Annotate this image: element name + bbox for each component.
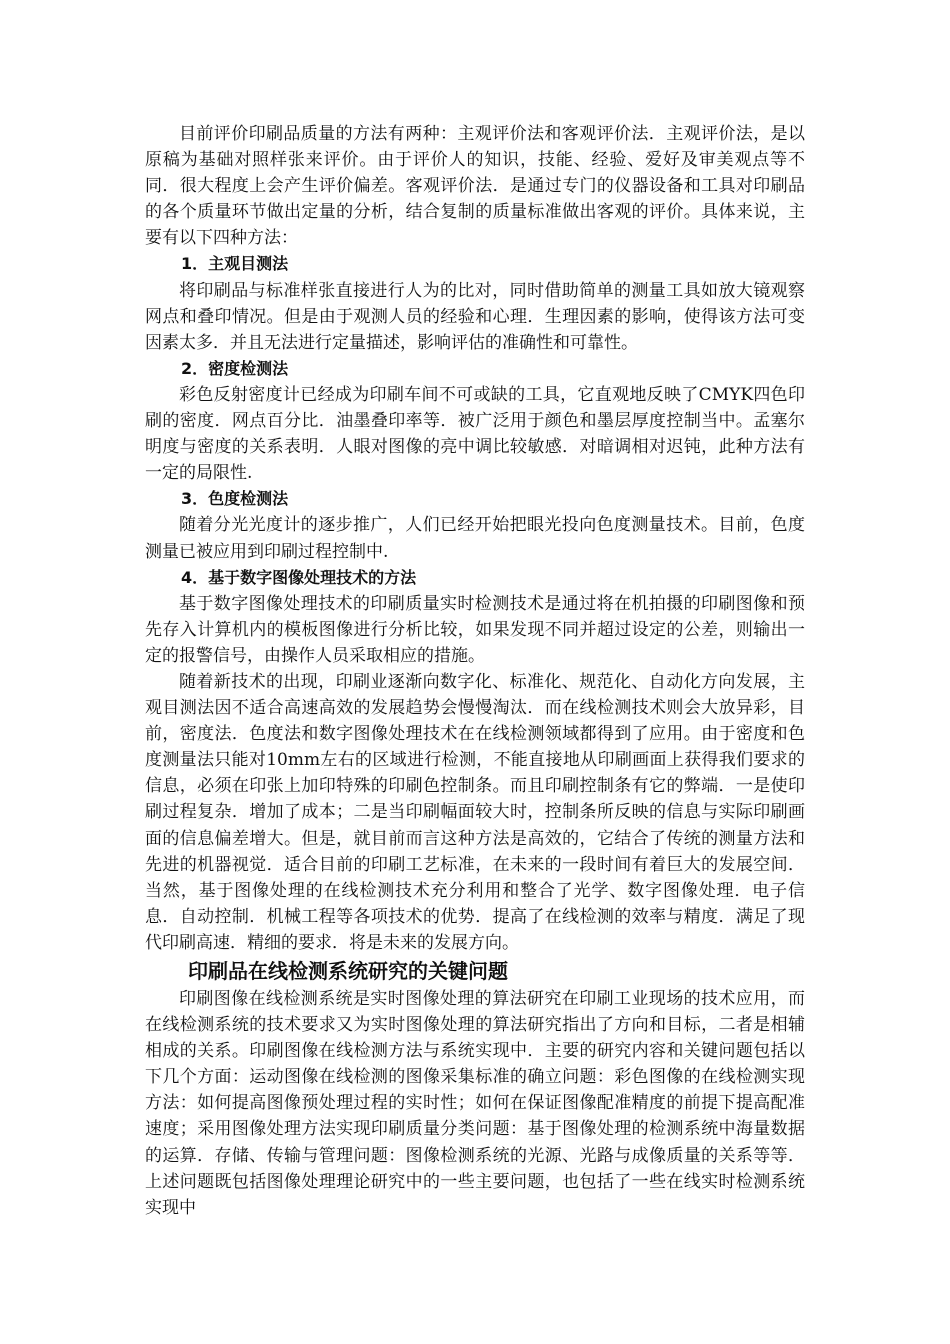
method-4-paragraph: 基于数字图像处理技术的印刷质量实时检测技术是通过将在机拍摄的印刷图像和预先存入计算机内的模板图像进行分析比较，如果发现不同并超过设定的公差，则输出一定的报警信号，由操作人员采取相应的措施。	[145, 593, 805, 666]
method-1-paragraph: 将印刷品与标准样张直接进行人为的比对，同时借助简单的测量工具如放大镜观察网点和叠印情况。但是由于观测人员的经验和心理．生理因素的影响，使得该方法可变因素太多．并且无法进行定量描述，影响评估的准确性和可靠性。	[145, 280, 805, 353]
section-paragraph: 印刷图像在线检测系统是实时图像处理的算法研究在印刷工业现场的技术应用，而在线检测系统的技术要求又为实时图像处理的算法研究指出了方向和目标，二者是相辅相成的关系。印刷图像在线检测方法与系统实现中．主要的研究内容和关键问题包括以下几个方面：运动图像在线检测的图像采集标准的确立问题：彩色图像的在线检测实现方法：如何提高图像预处理过程的实时性；如何在保证图像配准精度的前提下提高配准速度；采用图像处理方法实现印刷质量分类问题：基于图像处理的检测系统中海量数据的运算．存储、传输与管理问题：图像检测系统的光源、光路与成像质量的关系等等．上述问题既包括图像处理理论研究中的一些主要问题，也包括了一些在线实时检测系统实现中	[145, 989, 805, 1218]
method-2-heading: 2．密度检测法	[181, 358, 289, 378]
method-4-heading: 4．基于数字图像处理技术的方法	[181, 567, 417, 587]
method-2-paragraph: 彩色反射密度计已经成为印刷车间不可或缺的工具，它直观地反映了CMYK四色印刷的密度．网点百分比．油墨叠印率等．被广泛用于颜色和墨层厚度控制当中。孟塞尔明度与密度的关系表明．人眼对图像的亮中调比较敏感．对暗调相对迟钝，此种方法有一定的局限性.	[145, 384, 805, 484]
intro-paragraph: 目前评价印刷品质量的方法有两种：主观评价法和客观评价法．主观评价法，是以原稿为基础对照样张来评价。由于评价人的知识，技能、经验、爱好及审美观点等不同．很大程度上会产生评价偏差。客观评价法．是通过专门的仪器设备和工具对印刷品的各个质量环节做出定量的分析，结合复制的质量标准做出客观的评价。具体来说，主要有以下四种方法：	[145, 124, 805, 249]
method-1-heading: 1．主观目测法	[181, 254, 289, 274]
section-heading: 印刷品在线检测系统研究的关键问题	[188, 959, 508, 983]
document-page	[145, 121, 805, 1221]
method-3-paragraph: 随着分光光度计的逐步推广，人们已经开始把眼光投向色度测量技术。目前，色度测量已被应用到印刷过程控制中.	[145, 515, 805, 562]
method-3-heading: 3．色度检测法	[181, 489, 289, 509]
trend-paragraph: 随着新技术的出现，印刷业逐渐向数字化、标准化、规范化、自动化方向发展，主观目测法因不适合高速高效的发展趋势会慢慢淘汰．而在线检测技术则会大放异彩，目前，密度法．色度法和数字图像处理技术在在线检测领域都得到了应用。由于密度和色度测量法只能对10mm左右的区域进行检测，不能直接地从印刷画面上获得我们要求的信息，必须在印张上加印特殊的印刷色控制条。而且印刷控制条有它的弊端．一是使印刷过程复杂．增加了成本；二是当印刷幅面较大时，控制条所反映的信息与实际印刷画面的信息偏差增大。但是，就目前而言这种方法是高效的，它结合了传统的测量方法和先进的机器视觉．适合目前的印刷工艺标准，在未来的一段时间有着巨大的发展空间．当然，基于图像处理的在线检测技术充分利用和整合了光学、数字图像处理．电子信息．自动控制．机械工程等各项技术的优势．提高了在线检测的效率与精度．满足了现代印刷高速．精细的要求．将是未来的发展方向。	[145, 671, 805, 953]
